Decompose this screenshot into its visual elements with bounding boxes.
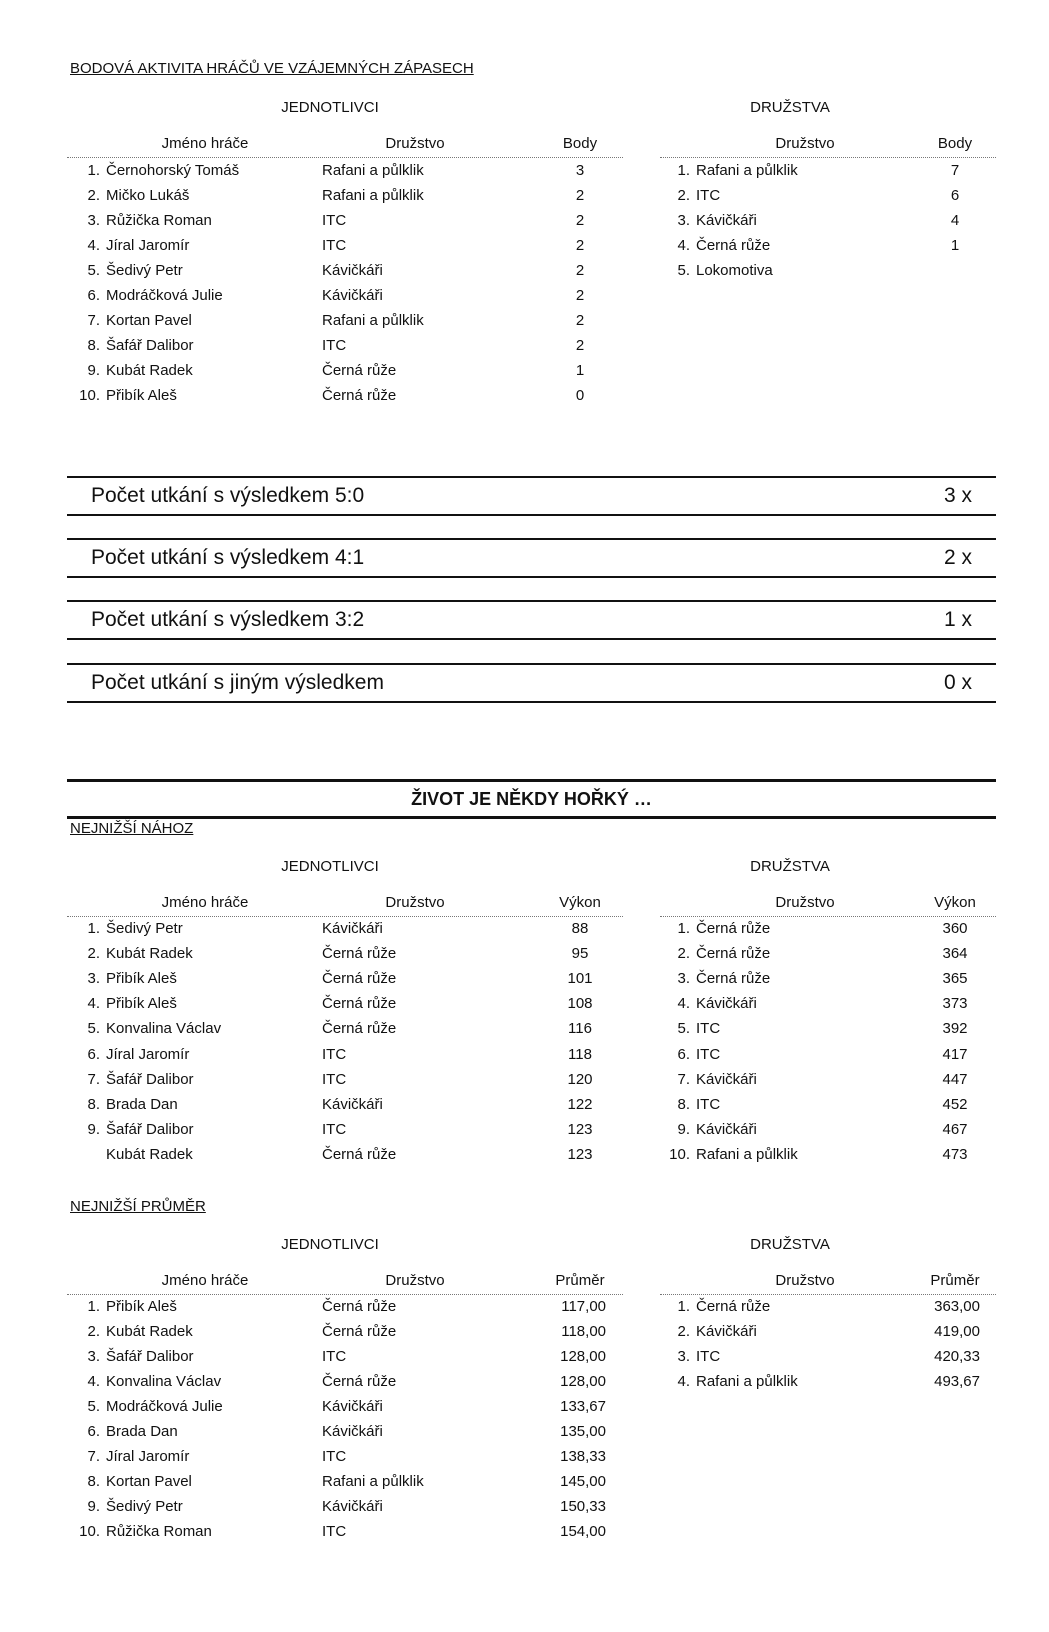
column-header-value: Body — [562, 135, 598, 152]
team-name: ITC — [322, 1448, 347, 1465]
value-cell: 120 — [567, 1070, 593, 1088]
team-name: Kávičkáři — [322, 1498, 383, 1515]
value-cell: 417 — [942, 1045, 968, 1063]
table-row — [0, 258, 1049, 284]
team-name: Kávičkáři — [322, 1423, 383, 1440]
row-rank: 10. — [669, 1145, 690, 1163]
player-name: Růžička Roman — [106, 1523, 212, 1540]
player-name: Jíral Jaromír — [106, 1045, 190, 1063]
table-row — [0, 1067, 1049, 1093]
team-name: ITC — [696, 1045, 721, 1063]
section1-teams-title: DRUŽSTVA — [750, 99, 830, 116]
player-name: Kubát Radek — [106, 1323, 193, 1340]
value-cell: 493,67 — [934, 1373, 980, 1390]
team-name: Kávičkáři — [696, 1070, 757, 1088]
row-rank: 6. — [87, 1423, 100, 1440]
team-name: ITC — [322, 1070, 347, 1088]
team-name: Kávičkáři — [322, 287, 383, 304]
table-row — [0, 358, 640, 384]
player-name: Brada Dan — [106, 1095, 178, 1113]
player-name: Šedivý Petr — [106, 262, 183, 279]
section3-individuals-title: JEDNOTLIVCI — [281, 1236, 379, 1253]
team-name: ITC — [322, 212, 347, 229]
player-name: Šafář Dalibor — [106, 1348, 194, 1365]
column-header-value: Výkon — [934, 894, 976, 911]
row-rank: 2. — [677, 187, 690, 204]
row-rank: 2. — [87, 187, 100, 204]
row-rank: 5. — [87, 1020, 100, 1038]
team-name: Černá růže — [322, 1373, 397, 1390]
value-cell: 133,67 — [560, 1398, 606, 1415]
result-count-label: Počet utkání s výsledkem 3:2 — [91, 608, 365, 631]
value-cell: 123 — [567, 1145, 593, 1163]
team-name: Černá růže — [322, 1323, 397, 1340]
column-header-team: Družstvo — [385, 894, 445, 911]
player-name: Šafář Dalibor — [106, 1120, 194, 1138]
team-name: Černá růže — [322, 1145, 397, 1163]
value-cell: 364 — [942, 945, 968, 963]
row-rank: 6. — [87, 287, 100, 304]
row-rank: 3. — [87, 212, 100, 229]
table-row — [0, 308, 640, 334]
value-cell: 452 — [942, 1095, 968, 1113]
value-cell: 101 — [567, 970, 593, 988]
value-cell: 2 — [575, 337, 585, 354]
section3-title: NEJNIŽŠÍ PRŮMĚR — [70, 1198, 206, 1215]
row-rank: 5. — [677, 1020, 690, 1038]
value-cell: 2 — [575, 262, 585, 279]
row-rank: 7. — [87, 312, 100, 329]
column-header-value: Výkon — [559, 894, 601, 911]
table-row — [0, 1369, 1049, 1395]
table-row — [0, 383, 640, 409]
row-rank: 9. — [87, 1120, 100, 1138]
result-count-value: 2 x — [943, 546, 972, 569]
row-rank: 4. — [87, 1373, 100, 1390]
player-name: Jíral Jaromír — [106, 1448, 190, 1465]
value-cell: 360 — [942, 920, 968, 937]
row-rank: 4. — [87, 995, 100, 1013]
value-cell: 2 — [575, 312, 585, 329]
value-cell: 420,33 — [934, 1348, 980, 1365]
value-cell: 392 — [942, 1020, 968, 1038]
team-name: ITC — [322, 1348, 347, 1365]
result-count-label: Počet utkání s jiným výsledkem — [91, 671, 384, 694]
value-cell: 4 — [950, 212, 960, 229]
team-name: ITC — [696, 1095, 721, 1113]
value-cell: 95 — [571, 945, 589, 963]
value-cell: 122 — [567, 1095, 593, 1113]
team-name: ITC — [696, 1020, 721, 1038]
row-rank: 6. — [87, 1045, 100, 1063]
player-name: Kortan Pavel — [106, 1473, 192, 1490]
value-cell: 116 — [568, 1020, 592, 1038]
row-rank: 8. — [677, 1095, 690, 1113]
value-cell: 117,00 — [561, 1298, 606, 1315]
row-rank: 8. — [87, 1473, 100, 1490]
team-name: Kávičkáři — [322, 1398, 383, 1415]
team-name: Rafani a půlklik — [322, 187, 424, 204]
row-rank: 3. — [677, 212, 690, 229]
table-row — [0, 1394, 640, 1420]
player-name: Šedivý Petr — [106, 1498, 183, 1515]
table-row — [0, 1419, 640, 1445]
table-row — [0, 966, 1049, 992]
row-rank: 1. — [677, 1298, 690, 1315]
team-name: Kávičkáři — [322, 920, 383, 937]
section3-teams-title: DRUŽSTVA — [750, 1236, 830, 1253]
player-name: Brada Dan — [106, 1423, 178, 1440]
value-cell: 473 — [942, 1145, 968, 1163]
team-name: Kávičkáři — [322, 262, 383, 279]
table-row — [0, 1016, 1049, 1042]
player-name: Modráčková Julie — [106, 287, 223, 304]
value-cell: 145,00 — [560, 1473, 606, 1490]
column-header-name: Jméno hráče — [161, 135, 249, 152]
value-cell: 467 — [942, 1120, 968, 1138]
table-row — [0, 1469, 640, 1495]
row-rank: 2. — [677, 945, 690, 963]
team-name: Černá růže — [322, 995, 397, 1013]
column-header-team: Družstvo — [775, 1272, 835, 1289]
team-name: Černá růže — [322, 362, 397, 379]
row-rank: 3. — [677, 970, 690, 988]
column-header-value: Průměr — [555, 1272, 605, 1289]
team-name: Černá růže — [696, 920, 771, 937]
table-row — [0, 1494, 640, 1520]
team-name: Černá růže — [322, 1298, 397, 1315]
table-row — [0, 333, 640, 359]
value-cell: 7 — [950, 162, 960, 179]
value-cell: 2 — [575, 187, 585, 204]
value-cell: 123 — [567, 1120, 593, 1138]
team-name: Rafani a půlklik — [696, 1373, 798, 1390]
player-name: Růžička Roman — [106, 212, 212, 229]
table-row — [0, 1117, 1049, 1143]
row-rank: 3. — [87, 970, 100, 988]
team-name: Černá růže — [696, 237, 771, 254]
player-name: Modráčková Julie — [106, 1398, 223, 1415]
row-rank: 7. — [87, 1448, 100, 1465]
row-rank: 7. — [87, 1070, 100, 1088]
team-name: Černá růže — [322, 945, 397, 963]
team-name: ITC — [322, 337, 347, 354]
team-name: Černá růže — [322, 970, 397, 988]
table-row — [0, 1444, 640, 1470]
value-cell: 0 — [575, 387, 585, 404]
section2-title: NEJNIŽŠÍ NÁHOZ — [70, 820, 194, 837]
table-row — [0, 1519, 640, 1545]
value-cell: 419,00 — [934, 1323, 980, 1340]
player-name: Šafář Dalibor — [106, 1070, 194, 1088]
team-name: Lokomotiva — [696, 262, 773, 279]
row-rank: 3. — [677, 1348, 690, 1365]
team-name: ITC — [696, 1348, 721, 1365]
row-rank: 9. — [87, 1498, 100, 1515]
value-cell: 135,00 — [560, 1423, 606, 1440]
row-rank: 1. — [677, 162, 690, 179]
column-header-team: Družstvo — [385, 135, 445, 152]
player-name: Přibík Aleš — [106, 387, 177, 404]
result-count-box — [67, 600, 996, 640]
row-rank: 9. — [87, 362, 100, 379]
player-name: Přibík Aleš — [106, 1298, 177, 1315]
player-name: Konvalina Václav — [106, 1020, 222, 1038]
player-name: Šedivý Petr — [106, 920, 183, 937]
team-name: Černá růže — [696, 945, 771, 963]
result-count-value: 0 x — [943, 671, 972, 694]
team-name: ITC — [322, 1523, 347, 1540]
section1-individuals-title: JEDNOTLIVCI — [281, 99, 379, 116]
column-header-name: Jméno hráče — [161, 894, 249, 911]
column-header-team: Družstvo — [775, 135, 835, 152]
value-cell: 363,00 — [934, 1298, 980, 1315]
player-name: Mičko Lukáš — [106, 187, 190, 204]
value-cell: 138,33 — [560, 1448, 606, 1465]
row-rank: 4. — [677, 995, 690, 1013]
player-name: Konvalina Václav — [106, 1373, 222, 1390]
section2-teams-title: DRUŽSTVA — [750, 858, 830, 875]
player-name: Kubát Radek — [106, 945, 193, 963]
table-row — [0, 1294, 1049, 1320]
row-rank: 2. — [87, 1323, 100, 1340]
team-name: Rafani a půlklik — [322, 312, 424, 329]
value-cell: 2 — [575, 212, 585, 229]
row-rank: 1. — [87, 162, 100, 179]
value-cell: 118 — [568, 1045, 592, 1063]
table-row — [0, 1142, 1049, 1168]
row-rank: 4. — [677, 1373, 690, 1390]
table-row — [0, 283, 640, 309]
team-name: ITC — [322, 237, 347, 254]
value-cell: 118,00 — [561, 1323, 606, 1340]
value-cell: 447 — [942, 1070, 968, 1088]
result-count-box — [67, 476, 996, 516]
value-cell: 6 — [950, 187, 960, 204]
team-name: Černá růže — [696, 970, 771, 988]
value-cell: 128,00 — [560, 1373, 606, 1390]
row-rank: 4. — [87, 237, 100, 254]
column-header-value: Průměr — [930, 1272, 980, 1289]
value-cell: 150,33 — [560, 1498, 606, 1515]
result-count-value: 3 x — [943, 484, 972, 507]
value-cell: 1 — [575, 362, 585, 379]
team-name: Kávičkáři — [696, 995, 757, 1013]
row-rank: 6. — [677, 1045, 690, 1063]
team-name: ITC — [322, 1120, 347, 1138]
row-rank: 1. — [87, 1298, 100, 1315]
table-row — [0, 183, 1049, 209]
value-cell: 88 — [571, 920, 589, 937]
result-count-value: 1 x — [943, 608, 972, 631]
row-rank: 1. — [87, 920, 100, 937]
section-banner: ŽIVOT JE NĚKDY HOŘKÝ … — [67, 779, 996, 819]
result-count-label: Počet utkání s výsledkem 5:0 — [91, 484, 365, 507]
row-rank: 3. — [87, 1348, 100, 1365]
result-count-box — [67, 538, 996, 578]
section2-individuals-title: JEDNOTLIVCI — [281, 858, 379, 875]
team-name: Kávičkáři — [696, 1323, 757, 1340]
row-rank: 10. — [79, 387, 100, 404]
player-name: Přibík Aleš — [106, 970, 177, 988]
result-count-box — [67, 663, 996, 703]
table-row — [0, 208, 1049, 234]
row-rank: 2. — [677, 1323, 690, 1340]
value-cell: 154,00 — [560, 1523, 606, 1540]
team-name: Rafani a půlklik — [322, 162, 424, 179]
row-rank: 5. — [677, 262, 690, 279]
team-name: Kávičkáři — [696, 212, 757, 229]
value-cell: 2 — [575, 287, 585, 304]
section1-title: BODOVÁ AKTIVITA HRÁČŮ VE VZÁJEMNÝCH ZÁPASECH — [70, 60, 474, 77]
table-row — [0, 1319, 1049, 1345]
player-name: Přibík Aleš — [106, 995, 177, 1013]
team-name: Rafani a půlklik — [696, 162, 798, 179]
player-name: Kortan Pavel — [106, 312, 192, 329]
row-rank: 2. — [87, 945, 100, 963]
table-row — [0, 1344, 1049, 1370]
player-name: Černohorský Tomáš — [106, 162, 240, 179]
row-rank: 8. — [87, 1095, 100, 1113]
value-cell: 108 — [567, 995, 593, 1013]
team-name: Černá růže — [322, 387, 397, 404]
row-rank: 9. — [677, 1120, 690, 1138]
row-rank: 10. — [79, 1523, 100, 1540]
table-row — [0, 158, 1049, 184]
player-name: Kubát Radek — [106, 362, 193, 379]
row-rank: 5. — [87, 1398, 100, 1415]
table-row — [0, 941, 1049, 967]
row-rank: 8. — [87, 337, 100, 354]
value-cell: 365 — [942, 970, 968, 988]
value-cell: 3 — [575, 162, 585, 179]
team-name: ITC — [696, 187, 721, 204]
table-row — [0, 991, 1049, 1017]
result-count-label: Počet utkání s výsledkem 4:1 — [91, 546, 365, 569]
team-name: Kávičkáři — [696, 1120, 757, 1138]
row-rank: 7. — [677, 1070, 690, 1088]
player-name: Kubát Radek — [106, 1145, 193, 1163]
table-row — [0, 1092, 1049, 1118]
table-row — [0, 916, 1049, 942]
table-row — [0, 1042, 1049, 1068]
team-name: Rafani a půlklik — [322, 1473, 424, 1490]
row-rank: 4. — [677, 237, 690, 254]
row-rank: 5. — [87, 262, 100, 279]
column-header-team: Družstvo — [775, 894, 835, 911]
value-cell: 2 — [575, 237, 585, 254]
player-name: Šafář Dalibor — [106, 337, 194, 354]
value-cell: 373 — [942, 995, 968, 1013]
column-header-team: Družstvo — [385, 1272, 445, 1289]
table-row — [0, 233, 1049, 259]
column-header-name: Jméno hráče — [161, 1272, 249, 1289]
team-name: Černá růže — [322, 1020, 397, 1038]
team-name: Rafani a půlklik — [696, 1145, 798, 1163]
team-name: Kávičkáři — [322, 1095, 383, 1113]
column-header-value: Body — [937, 135, 973, 152]
team-name: ITC — [322, 1045, 347, 1063]
player-name: Jíral Jaromír — [106, 237, 190, 254]
value-cell: 128,00 — [560, 1348, 606, 1365]
row-rank: 1. — [677, 920, 690, 937]
value-cell: 1 — [950, 237, 960, 254]
team-name: Černá růže — [696, 1298, 771, 1315]
